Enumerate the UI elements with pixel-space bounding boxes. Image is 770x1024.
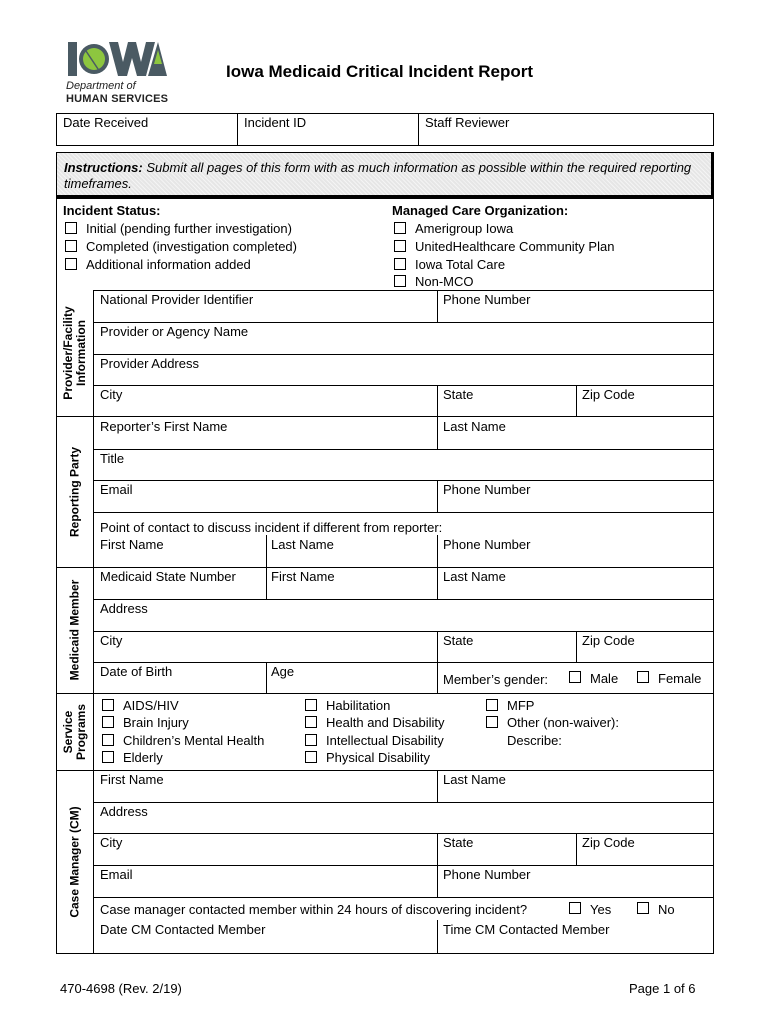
cm-contacted-no-label: No: [658, 902, 675, 917]
program-health-disability-label: Health and Disability: [326, 715, 445, 730]
program-intellectual-disability-label: Intellectual Disability: [326, 733, 444, 748]
medicaid-member-section-label: Medicaid Member: [67, 579, 82, 681]
program-describe-field[interactable]: Describe:: [507, 733, 562, 748]
provider-phone-field[interactable]: Phone Number: [443, 292, 531, 307]
member-state-number-field[interactable]: Medicaid State Number: [100, 569, 236, 584]
reporter-phone-field[interactable]: Phone Number: [443, 482, 531, 497]
status-initial-checkbox[interactable]: [65, 222, 77, 234]
program-physical-disability-checkbox[interactable]: [305, 751, 317, 763]
header-fields: [56, 113, 714, 146]
service-programs-section-label: Service Programs: [61, 703, 88, 761]
mco-uhc-label: UnitedHealthcare Community Plan: [415, 239, 615, 254]
member-zip-field[interactable]: Zip Code: [582, 633, 635, 648]
cm-date-contacted-field[interactable]: Date CM Contacted Member: [100, 922, 266, 937]
staff-reviewer-field[interactable]: Staff Reviewer: [425, 115, 510, 130]
program-mfp-label: MFP: [507, 698, 535, 713]
program-mfp-checkbox[interactable]: [486, 699, 498, 711]
status-completed-checkbox[interactable]: [65, 240, 77, 252]
program-brain-injury-label: Brain Injury: [123, 715, 189, 730]
status-additional-label: Additional information added: [86, 257, 251, 272]
program-brain-injury-checkbox[interactable]: [102, 716, 114, 728]
instructions-text: Submit all pages of this form with as much information as possible within the required reporting timeframes.: [64, 160, 692, 191]
cm-contacted-yes-label: Yes: [590, 902, 612, 917]
program-habilitation-label: Habilitation: [326, 698, 391, 713]
reporter-email-field[interactable]: Email: [100, 482, 133, 497]
poc-phone-field[interactable]: Phone Number: [443, 537, 531, 552]
member-state-field[interactable]: State: [443, 633, 474, 648]
cm-time-contacted-field[interactable]: Time CM Contacted Member: [443, 922, 610, 937]
provider-name-field[interactable]: Provider or Agency Name: [100, 324, 249, 339]
program-intellectual-disability-checkbox[interactable]: [305, 734, 317, 746]
mco-itc-label: Iowa Total Care: [415, 257, 506, 272]
cm-zip-field[interactable]: Zip Code: [582, 835, 635, 850]
cm-last-name-field[interactable]: Last Name: [443, 772, 506, 787]
provider-address-field[interactable]: Provider Address: [100, 356, 199, 371]
case-manager-section-label: Case Manager (CM): [67, 806, 82, 918]
cm-first-name-field[interactable]: First Name: [100, 772, 164, 787]
member-city-field[interactable]: City: [100, 633, 123, 648]
mco-label: Managed Care Organization:: [392, 203, 569, 218]
cm-state-field[interactable]: State: [443, 835, 474, 850]
poc-first-name-field[interactable]: First Name: [100, 537, 164, 552]
cm-contacted-yes-checkbox[interactable]: [569, 902, 581, 914]
mco-amerigroup-checkbox[interactable]: [394, 222, 406, 234]
program-physical-disability-label: Physical Disability: [326, 750, 431, 765]
cm-address-field[interactable]: Address: [100, 804, 148, 819]
program-other-label: Other (non-waiver):: [507, 715, 619, 730]
cm-phone-field[interactable]: Phone Number: [443, 867, 531, 882]
member-last-name-field[interactable]: Last Name: [443, 569, 506, 584]
program-other-checkbox[interactable]: [486, 716, 498, 728]
mco-uhc-checkbox[interactable]: [394, 240, 406, 252]
reporter-title-field[interactable]: Title: [100, 451, 125, 466]
gender-female-checkbox[interactable]: [637, 671, 649, 683]
program-elderly-checkbox[interactable]: [102, 751, 114, 763]
instructions-box: [56, 152, 714, 198]
mco-amerigroup-label: Amerigroup Iowa: [415, 221, 514, 236]
provider-section-label: Provider/Facility Information: [61, 306, 88, 400]
cm-contacted-no-checkbox[interactable]: [637, 902, 649, 914]
gender-male-label: Male: [590, 671, 619, 686]
member-gender-label: Member’s gender:: [443, 672, 549, 687]
poc-last-name-field[interactable]: Last Name: [271, 537, 334, 552]
reporting-party-section-label: Reporting Party: [67, 446, 82, 538]
logo-human-services-text: HUMAN SERVICES: [66, 93, 169, 105]
mco-non-mco-label: Non-MCO: [415, 274, 474, 289]
cm-email-field[interactable]: Email: [100, 867, 133, 882]
provider-zip-field[interactable]: Zip Code: [582, 387, 635, 402]
status-additional-checkbox[interactable]: [65, 258, 77, 270]
mco-non-mco-checkbox[interactable]: [394, 275, 406, 287]
date-received-field[interactable]: Date Received: [63, 115, 149, 130]
provider-city-field[interactable]: City: [100, 387, 123, 402]
program-elderly-label: Elderly: [123, 750, 163, 765]
instructions-label: Instructions:: [64, 160, 143, 175]
reporter-last-name-field[interactable]: Last Name: [443, 419, 506, 434]
poc-note: Point of contact to discuss incident if different from reporter:: [100, 520, 443, 535]
status-initial-label: Initial (pending further investigation): [86, 221, 292, 236]
page-title: Iowa Medicaid Critical Incident Report: [226, 62, 533, 81]
form-number: 470-4698 (Rev. 2/19): [60, 981, 182, 996]
program-aids-hiv-checkbox[interactable]: [102, 699, 114, 711]
logo-dept-text: Department of: [66, 80, 136, 92]
cm-city-field[interactable]: City: [100, 835, 123, 850]
member-age-field[interactable]: Age: [271, 664, 295, 679]
program-health-disability-checkbox[interactable]: [305, 716, 317, 728]
status-completed-label: Completed (investigation completed): [86, 239, 297, 254]
gender-female-label: Female: [658, 671, 702, 686]
provider-state-field[interactable]: State: [443, 387, 474, 402]
cm-contacted-question: Case manager contacted member within 24 hours of discovering incident?: [100, 902, 528, 917]
mco-itc-checkbox[interactable]: [394, 258, 406, 270]
member-dob-field[interactable]: Date of Birth: [100, 664, 173, 679]
reporter-first-name-field[interactable]: Reporter’s First Name: [100, 419, 228, 434]
page-number: Page 1 of 6: [629, 981, 696, 996]
incident-status-label: Incident Status:: [63, 203, 161, 218]
program-childrens-mh-checkbox[interactable]: [102, 734, 114, 746]
member-first-name-field[interactable]: First Name: [271, 569, 335, 584]
provider-npi-field[interactable]: National Provider Identifier: [100, 292, 254, 307]
program-habilitation-checkbox[interactable]: [305, 699, 317, 711]
program-childrens-mh-label: Children’s Mental Health: [123, 733, 265, 748]
member-address-field[interactable]: Address: [100, 601, 148, 616]
program-aids-hiv-label: AIDS/HIV: [123, 698, 179, 713]
incident-id-field[interactable]: Incident ID: [244, 115, 307, 130]
gender-male-checkbox[interactable]: [569, 671, 581, 683]
